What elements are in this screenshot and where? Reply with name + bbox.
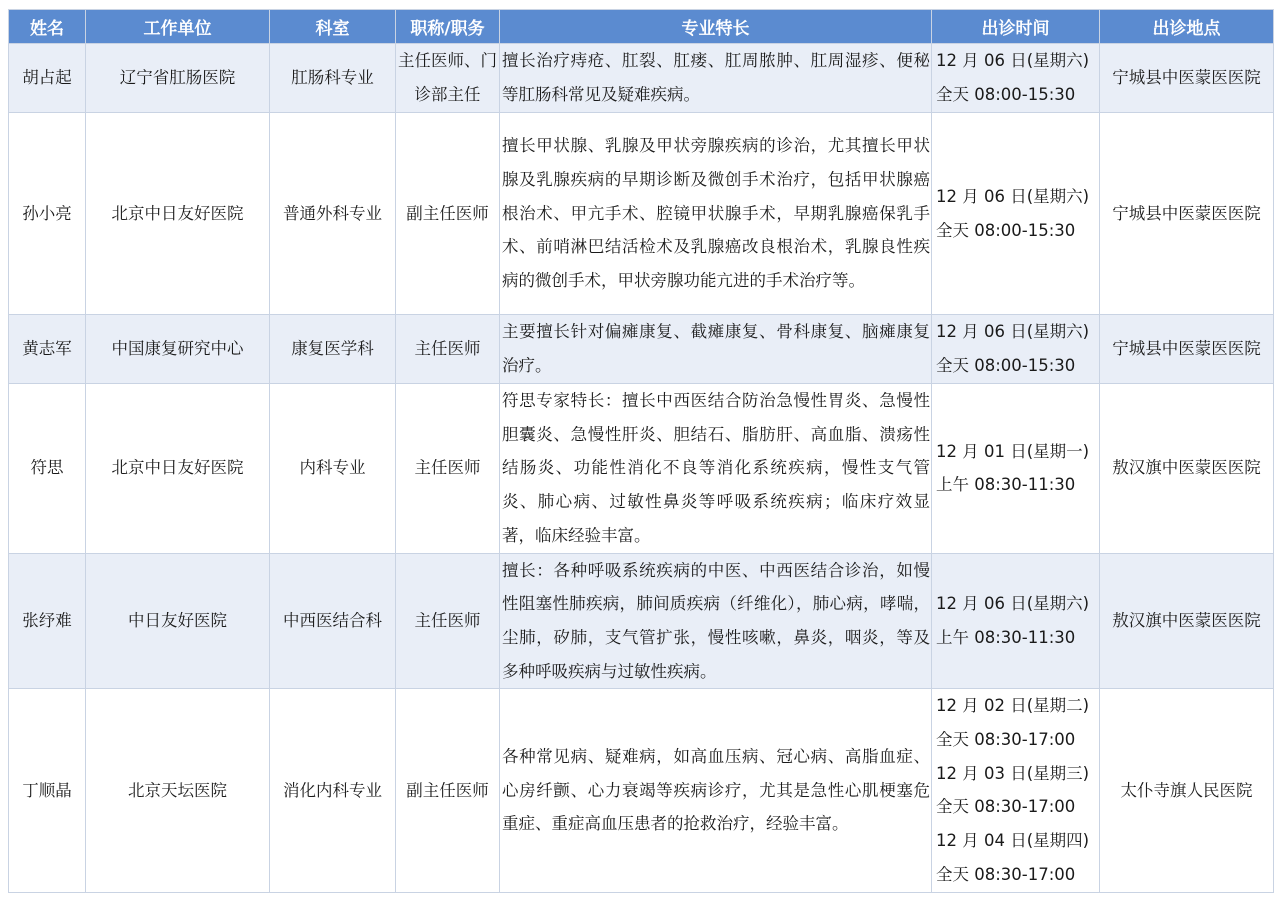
time-line: 全天 08:30-17:00 bbox=[936, 864, 1076, 884]
doctor-time bbox=[932, 315, 1100, 384]
doctor-dept: 康复医学科 bbox=[270, 315, 396, 384]
doctor-unit: 中日友好医院 bbox=[86, 553, 270, 689]
time-line: 12 月 02 日(星期二) bbox=[936, 696, 1090, 716]
doctor-unit: 北京中日友好医院 bbox=[86, 113, 270, 315]
doctor-specialty: 擅长甲状腺、乳腺及甲状旁腺疾病的诊治，尤其擅长甲状腺及乳腺疾病的早期诊断及微创手术治疗，包括甲状腺癌根治术、甲亢手术、腔镜甲状腺手术，早期乳腺癌保乳手术、前哨淋巴结活检术及乳腺癌改良根治术，乳腺良性疾病的微创手术，甲状旁腺功能亢进的手术治疗等。 bbox=[500, 113, 932, 315]
time-line: 全天 08:00-15:30 bbox=[936, 220, 1076, 240]
doctor-dept: 普通外科专业 bbox=[270, 113, 396, 315]
table-row bbox=[9, 553, 1274, 689]
table-row bbox=[9, 384, 1274, 554]
doctor-title: 主任医师 bbox=[396, 553, 500, 689]
header-specialty: 专业特长 bbox=[500, 10, 932, 44]
doctor-name: 符思 bbox=[9, 384, 86, 554]
doctor-name: 胡占起 bbox=[9, 44, 86, 113]
table-row bbox=[9, 315, 1274, 384]
doctor-dept: 消化内科专业 bbox=[270, 689, 396, 892]
doctor-specialty: 主要擅长针对偏瘫康复、截瘫康复、骨科康复、脑瘫康复治疗。 bbox=[500, 315, 932, 384]
header-row bbox=[9, 10, 1274, 44]
table-row bbox=[9, 689, 1274, 892]
time-line: 全天 08:30-17:00 bbox=[936, 797, 1076, 817]
doctor-specialty: 符思专家特长：擅长中西医结合防治急慢性胃炎、急慢性胆囊炎、急慢性肝炎、胆结石、脂肪肝、高血脂、溃疡性结肠炎、功能性消化不良等消化系统疾病，慢性支气管炎、肺心病、过敏性鼻炎等呼吸系统疾病；临床疗效显著，临床经验丰富。 bbox=[500, 384, 932, 554]
doctor-time bbox=[932, 113, 1100, 315]
doctor-title: 主任医师、门诊部主任 bbox=[396, 44, 500, 113]
doctor-location: 宁城县中医蒙医医院 bbox=[1100, 44, 1274, 113]
header-unit: 工作单位 bbox=[86, 10, 270, 44]
doctor-title: 主任医师 bbox=[396, 315, 500, 384]
doctor-title: 副主任医师 bbox=[396, 113, 500, 315]
table-row bbox=[9, 44, 1274, 113]
time-line: 12 月 06 日(星期六) bbox=[936, 322, 1090, 342]
doctor-time bbox=[932, 44, 1100, 113]
doctor-schedule-table bbox=[8, 9, 1274, 893]
doctor-name: 张纾难 bbox=[9, 553, 86, 689]
time-line: 12 月 06 日(星期六) bbox=[936, 186, 1090, 206]
time-line: 上午 08:30-11:30 bbox=[936, 627, 1076, 647]
doctor-title: 副主任医师 bbox=[396, 689, 500, 892]
doctor-title: 主任医师 bbox=[396, 384, 500, 554]
doctor-dept: 中西医结合科 bbox=[270, 553, 396, 689]
doctor-specialty: 各种常见病、疑难病，如高血压病、冠心病、高脂血症、心房纤颤、心力衰竭等疾病诊疗，尤其是急性心肌梗塞危重症、重症高血压患者的抢救治疗，经验丰富。 bbox=[500, 689, 932, 892]
doctor-unit: 北京天坛医院 bbox=[86, 689, 270, 892]
time-line: 全天 08:30-17:00 bbox=[936, 730, 1076, 750]
doctor-specialty: 擅长治疗痔疮、肛裂、肛瘘、肛周脓肿、肛周湿疹、便秘等肛肠科常见及疑难疾病。 bbox=[500, 44, 932, 113]
doctor-unit: 北京中日友好医院 bbox=[86, 384, 270, 554]
doctor-unit: 中国康复研究中心 bbox=[86, 315, 270, 384]
doctor-location: 宁城县中医蒙医医院 bbox=[1100, 113, 1274, 315]
doctor-name: 丁顺晶 bbox=[9, 689, 86, 892]
time-line: 全天 08:00-15:30 bbox=[936, 85, 1076, 104]
time-line: 12 月 04 日(星期四) bbox=[936, 831, 1090, 851]
header-location: 出诊地点 bbox=[1100, 10, 1274, 44]
doctor-location: 敖汉旗中医蒙医医院 bbox=[1100, 384, 1274, 554]
time-line: 上午 08:30-11:30 bbox=[936, 475, 1076, 495]
doctor-time bbox=[932, 689, 1100, 892]
time-line: 12 月 01 日(星期一) bbox=[936, 441, 1090, 461]
doctor-specialty: 擅长：各种呼吸系统疾病的中医、中西医结合诊治，如慢性阻塞性肺疾病，肺间质疾病（纤维化），肺心病，哮喘，尘肺，矽肺，支气管扩张，慢性咳嗽，鼻炎，咽炎，等及多种呼吸疾病与过敏性疾病。 bbox=[500, 553, 932, 689]
doctor-location: 敖汉旗中医蒙医医院 bbox=[1100, 553, 1274, 689]
doctor-dept: 肛肠科专业 bbox=[270, 44, 396, 113]
doctor-unit: 辽宁省肛肠医院 bbox=[86, 44, 270, 113]
time-line: 全天 08:00-15:30 bbox=[936, 356, 1076, 375]
doctor-location: 太仆寺旗人民医院 bbox=[1100, 689, 1274, 892]
header-time: 出诊时间 bbox=[932, 10, 1100, 44]
doctor-time bbox=[932, 553, 1100, 689]
doctor-location: 宁城县中医蒙医医院 bbox=[1100, 315, 1274, 384]
table-row bbox=[9, 113, 1274, 315]
doctor-name: 孙小亮 bbox=[9, 113, 86, 315]
doctor-time bbox=[932, 384, 1100, 554]
time-line: 12 月 06 日(星期六) bbox=[936, 51, 1090, 71]
doctor-name: 黄志军 bbox=[9, 315, 86, 384]
time-line: 12 月 03 日(星期三) bbox=[936, 763, 1090, 783]
header-dept: 科室 bbox=[270, 10, 396, 44]
header-name: 姓名 bbox=[9, 10, 86, 44]
header-title: 职称/职务 bbox=[396, 10, 500, 44]
doctor-dept: 内科专业 bbox=[270, 384, 396, 554]
time-line: 12 月 06 日(星期六) bbox=[936, 594, 1090, 614]
